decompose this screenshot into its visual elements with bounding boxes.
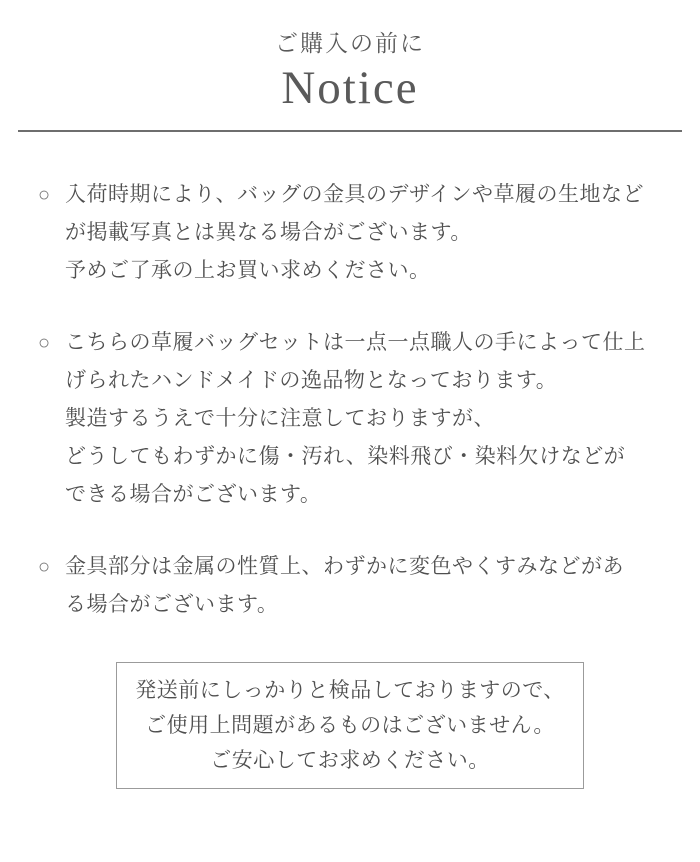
notice-line: 製造するうえで十分に注意しておりますが、	[65, 407, 495, 430]
header-divider	[18, 130, 682, 132]
notice-line: る場合がございます。	[65, 593, 279, 616]
notice-line: 予めご了承の上お買い求めください。	[65, 259, 431, 282]
assurance-line: 発送前にしっかりと検品しておりますので、	[135, 679, 565, 702]
assurance-box	[116, 662, 584, 789]
notice-line: 入荷時期により、バッグの金具のデザインや草履の生地など	[65, 183, 645, 206]
notice-line: どうしてもわずかに傷・汚れ、染料飛び・染料欠けなどが	[65, 445, 626, 468]
page-subtitle: ご購入の前に	[275, 31, 425, 56]
circle-bullet-icon: ○	[38, 184, 51, 206]
notice-text	[65, 176, 674, 290]
page-title: Notice	[281, 62, 419, 114]
notice-line: できる場合がございます。	[65, 483, 322, 506]
notice-text	[65, 324, 674, 514]
notice-list	[38, 176, 674, 624]
header	[0, 30, 700, 114]
assurance-line: ご使用上問題があるものはございません。	[145, 714, 555, 737]
notice-line: 金具部分は金属の性質上、わずかに変色やくすみなどがあ	[65, 555, 624, 578]
notice-text	[65, 548, 674, 624]
notice-line: こちらの草履バッグセットは一点一点職人の手によって仕上	[65, 331, 646, 354]
circle-bullet-icon: ○	[38, 556, 51, 578]
notice-item-stock-variation	[38, 176, 674, 290]
circle-bullet-icon: ○	[38, 332, 51, 354]
purchase-notice-page	[0, 30, 700, 862]
notice-line: が掲載写真とは異なる場合がございます。	[65, 221, 472, 244]
assurance-line: ご安心してお求めください。	[210, 749, 490, 772]
notice-item-metal-parts	[38, 548, 674, 624]
notice-item-handmade	[38, 324, 674, 514]
notice-line: げられたハンドメイドの逸品物となっております。	[65, 369, 558, 392]
